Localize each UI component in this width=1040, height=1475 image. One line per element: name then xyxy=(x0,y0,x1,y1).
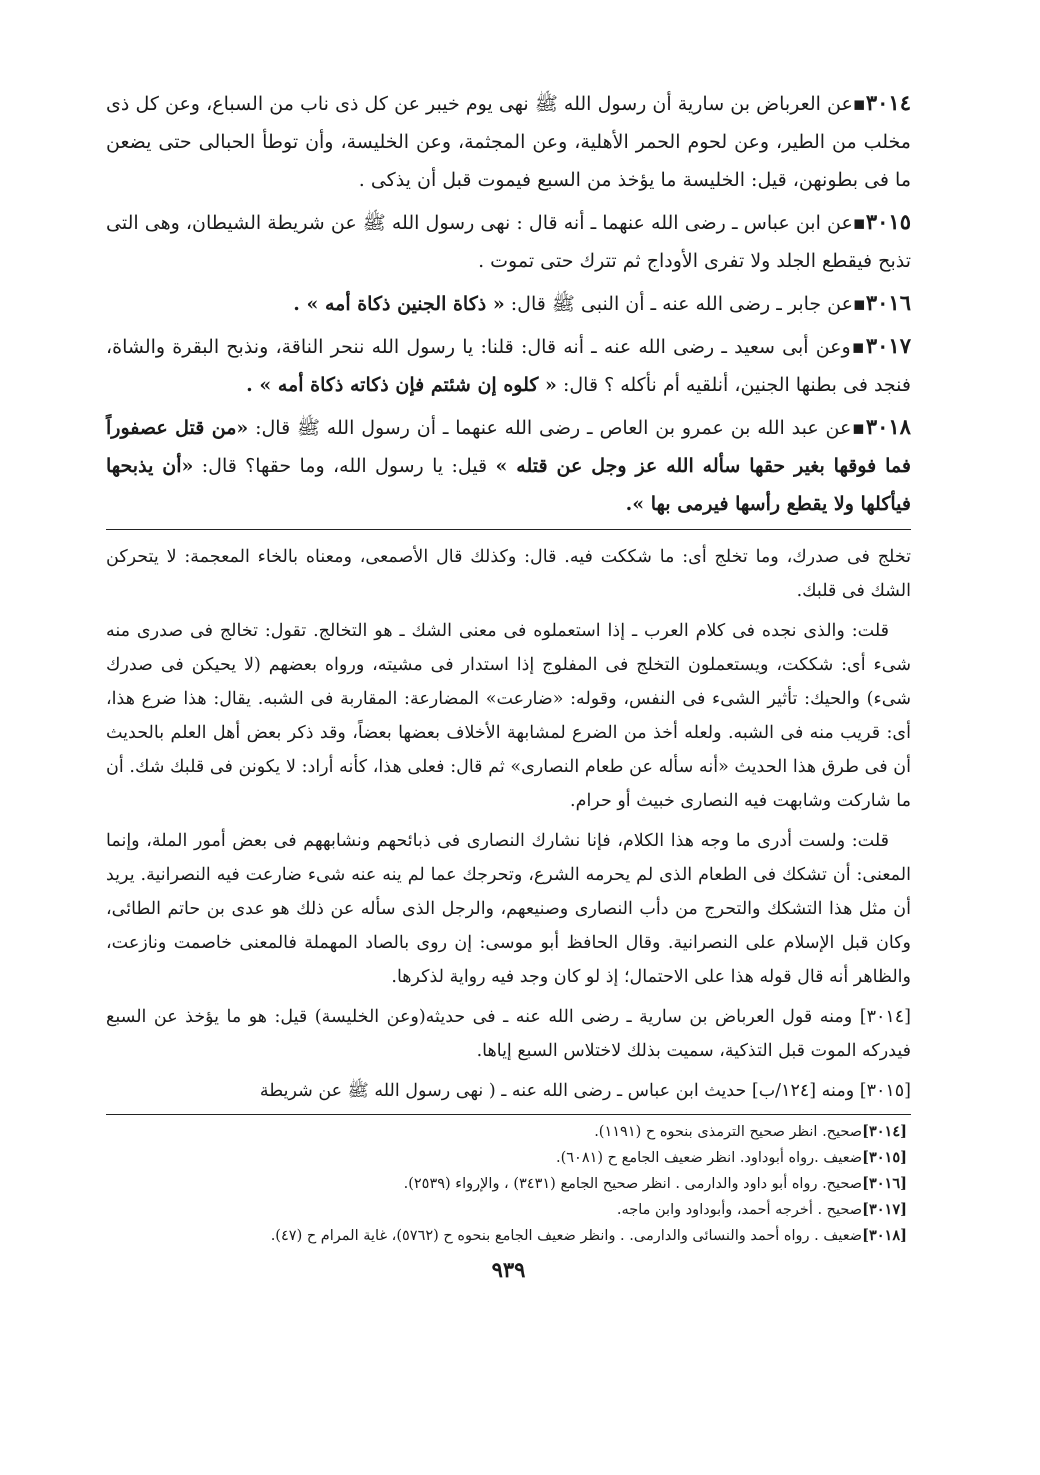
page-content xyxy=(106,84,911,1282)
section-divider xyxy=(106,529,911,530)
hadith-3018: ٣٠١٨▪عن عبد الله بن عمرو بن العاص ـ رضى الله عنهما ـ أن رسول الله ﷺ قال: «من قتل عصفوراً فما فوقها بغير حقها سأله الله عز وجل عن قتله » قيل: يا رسول الله، وما حقها؟ قال: «أن يذبحها فيأكلها ولا يقطع رأسها فيرمى بها ». xyxy=(106,414,911,515)
hadith-number: ٣٠١٨ xyxy=(865,414,911,439)
footnote-number: [٣٠١٤] xyxy=(862,1123,907,1140)
hadith-number: ٣٠١٧ xyxy=(865,333,911,358)
hadith-text: عن جابر ـ رضى الله عنه ـ أن النبى ﷺ قال: xyxy=(510,293,853,315)
footnote-text: صحيح. انظر صحيح الترمذى بنحوه ح (١١٩١). xyxy=(594,1124,863,1140)
hadith-text: عن العرباض بن سارية أن رسول الله ﷺ نهى يوم خيبر عن كل ذى ناب من السباع، وعن كل ذى مخلب من الطير، وعن لحوم الحمر الأهلية، وعن المجثمة، وعن الخليسة، وأن توطأ الحبالى حتى يضعن ما فى بطونهن، قيل: الخليسة ما يؤخذ من السبع فيموت قبل أن يذكى . xyxy=(106,93,911,191)
hadith-number: ٣٠١٤ xyxy=(865,90,911,115)
hadith-number: ٣٠١٦ xyxy=(865,290,911,315)
commentary-paragraph: قلت: والذى نجده فى كلام العرب ـ إذا استعملوه فى معنى الشك ـ هو التخالج. تقول: تخالج فى صدرى منه شىء أى: شككت، ويستعملون التخلج فى المفلوج إذا استدار فى مشيته، ورواه بعضهم (لا يحيكن فى صدرك شىء) والحيك: تأثير الشىء فى النفس، وقوله: «ضارعت» المضارعة: المقاربة فى الشبه. يقال: هذا ضرع هذا، أى: قريب منه فى الشبه. ولعله أخذ من الضرع لمشابهة الأخلاف بعضها بعضاً، وقد ذكر بعض أهل العلم بالحديث أن فى طرق هذا الحديث «أنه سأله عن طعام النصارى» ثم قال: فعلى هذا، كأنه أراد: لا يكونن فى قلبك شك. أن ما شاركت وشابهت فيه النصارى خبيث أو حرام. xyxy=(106,621,911,811)
hadith-section xyxy=(106,84,911,523)
hadith-3017: ٣٠١٧▪وعن أبى سعيد ـ رضى الله عنه ـ أنه قال: قلنا: يا رسول الله ننحر الناقة، ونذبح البقرة والشاة، فنجد فى بطنها الجنين، أنلقيه أم نأكله ؟ قال: « كلوه إن شئتم فإن ذكاته ذكاة أمه » . xyxy=(106,333,911,396)
footnote-text: ضعيف .رواه أبوداود. انظر ضعيف الجامع ح (٦٠٨١). xyxy=(555,1150,863,1166)
commentary-paragraph: [٣٠١٥] ومنه [١٢٤/ب] حديث ابن عباس ـ رضى الله عنه ـ ( نهى رسول الله ﷺ عن شريطة xyxy=(259,1081,911,1101)
commentary-paragraph: تخلج فى صدرك، وما تخلج أى: ما شككت فيه. قال: وكذلك قال الأصمعى، ومعناه بالخاء المعجمة: لا يتحركن الشك فى قلبك. xyxy=(106,547,911,601)
page-number: ٩٣٩ xyxy=(491,1257,526,1282)
hadith-text: وعن أبى سعيد ـ رضى الله عنه ـ أنه قال: قلنا: يا رسول الله ننحر الناقة، ونذبح البقرة والشاة، فنجد فى بطنها الجنين، أنلقيه أم نأكله ؟ قال: xyxy=(106,336,911,396)
commentary-paragraph: قلت: ولست أدرى ما وجه هذا الكلام، فإنا نشارك النصارى فى ذبائحهم ونشابههم فى بعض أمور الملة، وإنما المعنى: أن تشكك فى الطعام الذى لم يحرمه الشرع، وتحرجك عما لم ينه عنه شىء ضارعت فيه النصرانية. يريد أن مثل هذا التشكك والتحرج من دأب النصارى وصنيعهم، والرجل الذى سأله عن ذلك هو عدى بن حاتم الطائى، وكان قبل الإسلام على النصرانية. وقال الحافظ أبو موسى: إن روى بالصاد المهملة فالمعنى خاصمت ونازعت، والظاهر أنه قال قوله هذا على الاحتمال؛ إذ لو كان وجد فيه رواية لذكرها. xyxy=(106,831,911,987)
commentary-paragraph: [٣٠١٤] ومنه قول العرباض بن سارية ـ رضى الله عنه ـ فى حديثه(وعن الخليسة) قيل: هو ما يؤخذ عن السبع فيدركه الموت قبل التذكية، سميت بذلك لاختلاس السبع إياها. xyxy=(106,1007,911,1061)
footnote-text: صحيح. رواه أبو داود والدارمى . انظر صحيح الجامع (٣٤٣١) ، والإرواء (٢٥٣٩). xyxy=(403,1176,863,1192)
hadith-quote: « ذكاة الجنين ذكاة أمه » . xyxy=(293,293,505,315)
hadith-text: عن ابن عباس ـ رضى الله عنهما ـ أنه قال : نهى رسول الله ﷺ عن شريطة الشيطان، وهى التى تذبح فيقطع الجلد ولا تفرى الأوداج ثم تترك حتى تموت . xyxy=(106,212,911,272)
footnote xyxy=(106,1119,907,1145)
footnote xyxy=(106,1171,907,1197)
footnote-divider xyxy=(106,1114,911,1115)
hadith-3015: ٣٠١٥▪عن ابن عباس ـ رضى الله عنهما ـ أنه قال : نهى رسول الله ﷺ عن شريطة الشيطان، وهى التى تذبح فيقطع الجلد ولا تفرى الأوداج ثم تترك حتى تموت . xyxy=(106,209,911,272)
hadith-text: عن عبد الله بن عمرو بن العاص ـ رضى الله عنهما ـ أن رسول الله ﷺ قال: xyxy=(255,417,852,439)
footnote-number: [٣٠١٥] xyxy=(862,1149,907,1166)
footnote-number: [٣٠١٨] xyxy=(862,1227,907,1244)
hadith-number: ٣٠١٥ xyxy=(865,209,911,234)
hadith-text: قيل: يا رسول الله، وما حقها؟ قال: xyxy=(201,455,488,477)
footnote-text: صحيح . أخرجه أحمد، وأبوداود وابن ماجه. xyxy=(616,1202,863,1218)
footnote-text: ضعيف . رواه أحمد والنسائى والدارمى. . وانظر ضعيف الجامع بنحوه ح (٥٧٦٢)، غاية المرام ح (٤٧). xyxy=(270,1228,863,1244)
footnote xyxy=(106,1197,907,1223)
hadith-quote: «أن يذبحها فيأكلها ولا يقطع رأسها فيرمى بها ». xyxy=(106,455,911,515)
footnote xyxy=(106,1145,907,1171)
footnote-number: [٣٠١٦] xyxy=(862,1175,907,1192)
hadith-3014: ٣٠١٤▪عن العرباض بن سارية أن رسول الله ﷺ نهى يوم خيبر عن كل ذى ناب من السباع، وعن كل ذى مخلب من الطير، وعن لحوم الحمر الأهلية، وعن المجثمة، وعن الخليسة، وأن توطأ الحبالى حتى يضعن ما فى بطونهن، قيل: الخليسة ما يؤخذ من السبع فيموت قبل أن يذكى . xyxy=(106,90,911,191)
commentary-section xyxy=(106,540,911,1108)
footnote xyxy=(106,1223,907,1249)
footnotes xyxy=(106,1119,911,1249)
hadith-3016: ٣٠١٦▪عن جابر ـ رضى الله عنه ـ أن النبى ﷺ قال: « ذكاة الجنين ذكاة أمه » . xyxy=(293,290,911,315)
footnote-number: [٣٠١٧] xyxy=(862,1201,907,1218)
hadith-quote: «من قتل عصفوراً فما فوقها بغير حقها سأله الله عز وجل عن قتله » xyxy=(106,417,911,477)
hadith-quote: « كلوه إن شئتم فإن ذكاته ذكاة أمه » . xyxy=(246,374,557,396)
